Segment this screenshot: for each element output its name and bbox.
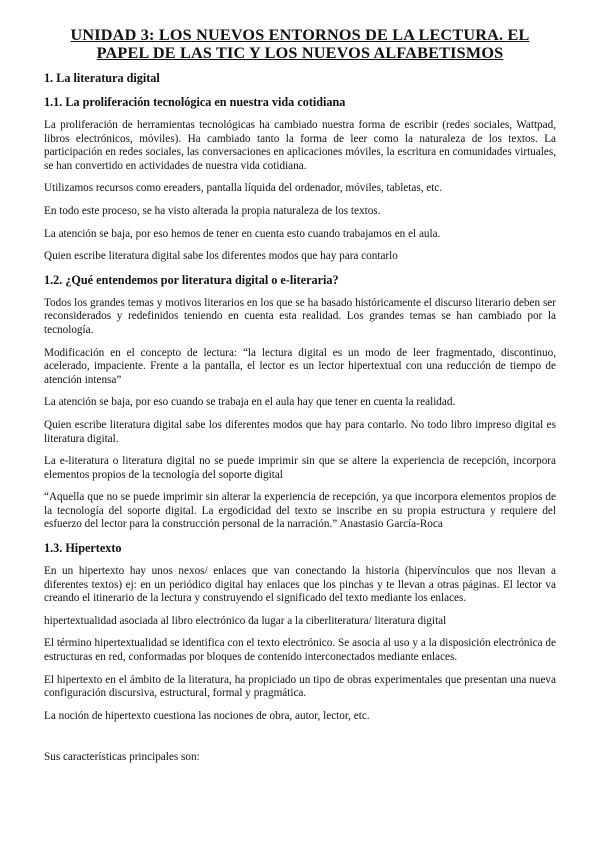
paragraph: El término hipertextualidad se identifica con el texto electrónico. Se asocia al uso y a la disposición electrónica de estructuras en red, conformadas por bloques de contenido interconectados mediante enlaces.	[44, 637, 556, 664]
paragraph: El hipertexto en el ámbito de la literatura, ha propiciado un tipo de obras experimentales que presentan una nueva configuración discursiva, estructural, formal y pragmática.	[44, 673, 556, 700]
paragraph: Todos los grandes temas y motivos literarios en los que se ha basado históricamente el discurso literario deben ser reconsiderados y redefinidos teniendo en cuenta esta realidad. Los grandes temas se han cambiado por la tecnología.	[44, 296, 556, 336]
section-heading-1-2: 1.2. ¿Qué entendemos por literatura digital o e-literaria?	[44, 272, 339, 287]
paragraph: La proliferación de herramientas tecnológicas ha cambiado nuestra forma de escribir (redes sociales, Wattpad, libros electrónicos, móviles). Ha cambiado tanto la forma de leer como la naturaleza de los textos. La participación en redes sociales, las conversaciones en aplicaciones móviles, la escritura en comunidades virtuales, se han convertido en actividades de nuestra vida cotidiana.	[44, 119, 556, 172]
paragraph: hipertextualidad asociada al libro electrónico da lugar a la ciberliteratura/ literatura digital	[44, 614, 447, 627]
paragraph: La noción de hipertexto cuestiona las nociones de obra, autor, lector, etc.	[44, 709, 370, 722]
quote-paragraph: “Aquella que no se puede imprimir sin alterar la experiencia de recepción, ya que incorpora elementos propios de la tecnología del soporte digital. La ergodicidad del texto se inscribe en su propia estructura y requiere del esfuerzo del lector para la construcción personal de la narración.” Anastasio García-Roca	[44, 491, 556, 531]
paragraph: La e-literatura o literatura digital no se puede imprimir sin que se altere la experiencia de recepción, incorpora elementos propios de la tecnología del soporte digital	[44, 455, 556, 481]
paragraph: Quien escribe literatura digital sabe los diferentes modos que hay para contarlo. No todo libro impreso digital es literatura digital.	[44, 418, 556, 445]
section-heading-1-1: 1.1. La proliferación tecnológica en nuestra vida cotidiana	[44, 95, 346, 109]
paragraph: En un hipertexto hay unos nexos/ enlaces que van conectando la historia (hipervínculos que nos llevan a diferentes textos) ej: en un periódico digital hay enlaces que los pinchas y te llevan a otras páginas. El lector va creando el itinerario de la lectura y construyendo el significado del texto mediante los enlaces.	[44, 565, 556, 605]
paragraph: Utilizamos recursos como ereaders, pantalla líquida del ordenador, móviles, tabletas, etc.	[44, 182, 443, 195]
section-heading-1: 1. La literatura digital	[44, 71, 160, 85]
section-heading-1-3: 1.3. Hipertexto	[44, 541, 122, 556]
paragraph: En todo este proceso, se ha visto alterada la propia naturaleza de los textos.	[44, 204, 381, 217]
paragraph: La atención se baja, por eso hemos de tener en cuenta esto cuando trabajamos en el aula.	[44, 227, 441, 240]
paragraph: Modificación en el concepto de lectura: “la lectura digital es un modo de leer fragmentado, discontinuo, acelerado, impaciente. Frente a la pantalla, el lector es un lector hipertextual con una reducción de tiempo de atención intensa”	[44, 346, 556, 386]
document-title: UNIDAD 3: LOS NUEVOS ENTORNOS DE LA LECTURA. EL PAPEL DE LAS TIC Y LOS NUEVOS ALFABETISMOS	[70, 26, 530, 62]
paragraph: Quien escribe literatura digital sabe los diferentes modos que hay para contarlo	[44, 250, 398, 263]
paragraph: Sus características principales son:	[44, 751, 200, 764]
paragraph: La atención se baja, por eso cuando se trabaja en el aula hay que tener en cuenta la realidad.	[44, 396, 456, 409]
